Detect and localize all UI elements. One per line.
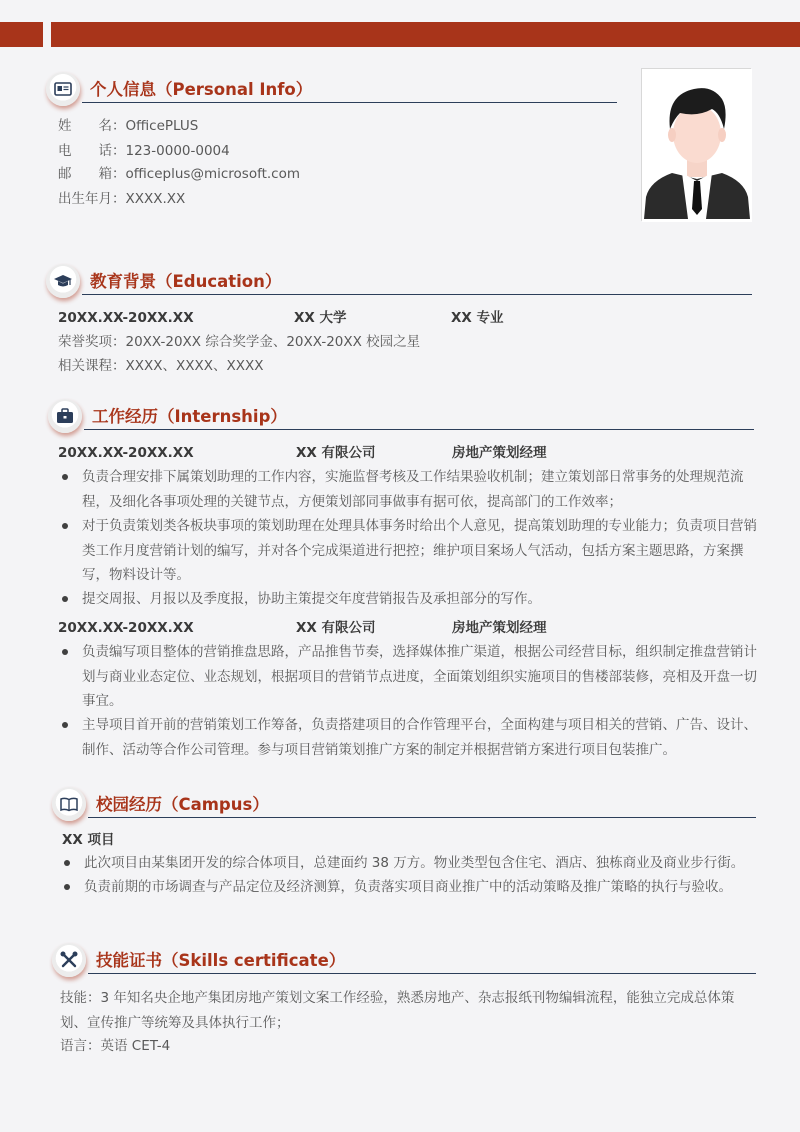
- section-divider: [88, 817, 756, 818]
- job-period: 20XX.XX-20XX.XX: [58, 620, 194, 636]
- campus-project: XX 项目: [62, 832, 115, 848]
- job-bullet: 负责合理安排下属策划助理的工作内容，实施监督考核及工作结果验收机制；建立策划部日常事务的处理规范流程，及细化各事项处理的关键节点，方便策划部同事做事有据可依，提高部门的工作效率；: [58, 465, 758, 514]
- bullet-dot-icon: [62, 596, 68, 602]
- avatar-illustration: [642, 69, 752, 222]
- job-role: 房地产策划经理: [452, 445, 547, 461]
- id-card-icon: [46, 72, 80, 106]
- job-company: XX 有限公司: [296, 445, 376, 461]
- bullet-dot-icon: [64, 860, 70, 866]
- section-title-campus: 校园经历（Campus）: [96, 795, 269, 814]
- tools-icon: [52, 943, 86, 977]
- field-email: 邮 箱：officeplus@microsoft.com: [58, 166, 301, 182]
- bullet-dot-icon: [62, 523, 68, 529]
- job-bullet: 提交周报、月报以及季度报，协助主策提交年度营销报告及承担部分的写作。: [58, 587, 758, 612]
- briefcase-icon: [48, 399, 82, 433]
- bullet-dot-icon: [62, 722, 68, 728]
- section-title-personal: 个人信息（Personal Info）: [90, 80, 313, 99]
- language-text: 语言：英语 CET-4: [60, 1038, 171, 1054]
- education-honors: 荣誉奖项：20XX-20XX 综合奖学金、20XX-20XX 校园之星: [58, 334, 421, 350]
- open-book-icon: [52, 787, 86, 821]
- section-title-education: 教育背景（Education）: [90, 272, 282, 291]
- skills-text: 技能：3 年知名央企地产集团房地产策划文案工作经验，熟悉房地产、杂志报纸刊物编辑流程，能独立完成总体策划、宣传推广等统筹及具体执行工作；: [60, 990, 735, 1031]
- bullet-dot-icon: [62, 649, 68, 655]
- job-period: 20XX.XX-20XX.XX: [58, 445, 194, 461]
- bullet-dot-icon: [64, 884, 70, 890]
- education-major: XX 专业: [451, 310, 504, 326]
- graduation-cap-icon: [46, 264, 80, 298]
- education-courses: 相关课程：XXXX、XXXX、XXXX: [58, 358, 264, 374]
- job-company: XX 有限公司: [296, 620, 376, 636]
- job-bullet: 主导项目首开前的营销策划工作筹备，负责搭建项目的合作管理平台，全面构建与项目相关的营销、广告、设计、制作、活动等合作公司管理。参与项目营销策划推广方案的制定并根据营销方案进行项目包装推广。: [58, 713, 758, 762]
- field-phone: 电 话：123-0000-0004: [58, 143, 230, 159]
- field-birth: 出生年月：XXXX.XX: [58, 191, 186, 207]
- section-title-work: 工作经历（Internship）: [92, 407, 287, 426]
- section-title-skills: 技能证书（Skills certificate）: [96, 951, 346, 970]
- header-bar-right: [51, 22, 800, 47]
- job-header: [58, 618, 658, 638]
- header-bar-left: [0, 22, 43, 47]
- section-divider: [84, 429, 754, 430]
- profile-photo: [641, 68, 751, 221]
- job-bullet: 负责编写项目整体的营销推盘思路，产品推售节奏，选择媒体推广渠道，根据公司经营目标，组织制定推盘营销计划与商业业态定位、业态规划，根据项目的营销节点进度，全面策划组织实施项目的售楼部装修，亮相及开盘一切事宜。: [58, 640, 758, 714]
- campus-bullet: 负责前期的市场调查与产品定位及经济测算，负责落实项目商业推广中的活动策略及推广策略的执行与验收。: [60, 875, 760, 900]
- field-name: 姓 名：OfficePLUS: [58, 118, 199, 134]
- education-period: 20XX.XX-20XX.XX: [58, 310, 194, 326]
- job-header: [58, 443, 658, 463]
- section-divider: [82, 294, 752, 295]
- section-divider: [82, 102, 617, 103]
- job-role: 房地产策划经理: [452, 620, 547, 636]
- education-school: XX 大学: [294, 310, 347, 326]
- job-bullet: 对于负责策划类各板块事项的策划助理在处理具体事务时给出个人意见，提高策划助理的专业能力；负责项目营销类工作月度营销计划的编写，并对各个完成渠道进行把控；维护项目案场人气活动，包括方案主题思路，方案撰写，物料设计等。: [58, 514, 758, 588]
- bullet-dot-icon: [62, 474, 68, 480]
- education-header: [58, 308, 658, 328]
- campus-bullet: 此次项目由某集团开发的综合体项目，总建面约 38 万方。物业类型包含住宅、酒店、独栋商业及商业步行街。: [60, 851, 760, 876]
- section-divider: [88, 973, 756, 974]
